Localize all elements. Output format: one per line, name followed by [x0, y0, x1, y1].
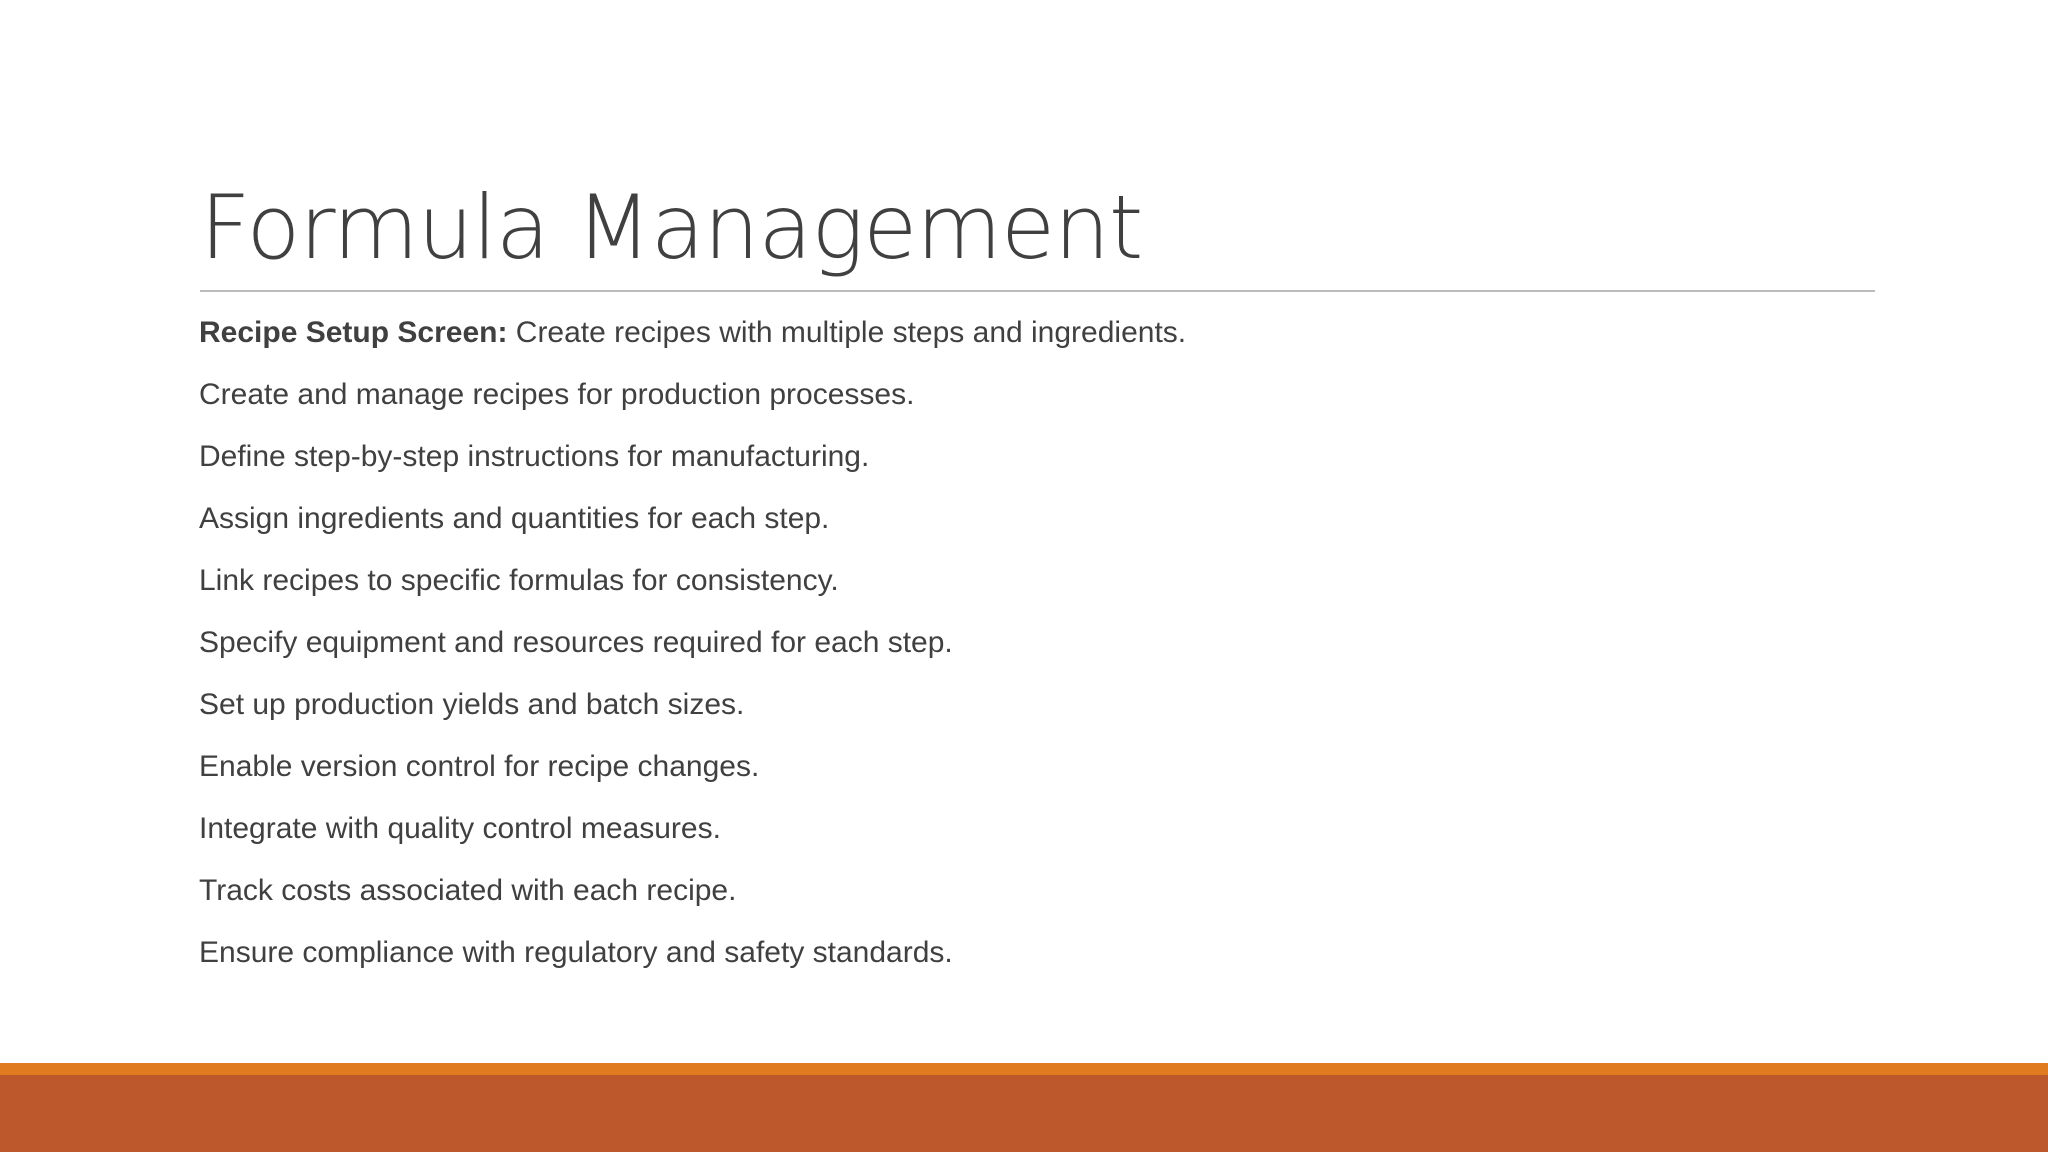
list-item-text: Enable version control for recipe changes.: [199, 750, 760, 783]
list-item: [199, 376, 1186, 414]
list-item: [199, 624, 1186, 662]
list-item: [199, 934, 1186, 972]
footer-bar: [0, 1075, 2048, 1152]
list-item-text: Create and manage recipes for production processes.: [199, 378, 915, 411]
list-item: [199, 438, 1186, 476]
list-item-text: Assign ingredients and quantities for each step.: [199, 502, 830, 535]
list-item: [199, 872, 1186, 910]
list-item-text: Track costs associated with each recipe.: [199, 874, 737, 907]
list-item: [199, 748, 1186, 786]
list-item: [199, 686, 1186, 724]
list-item-text: Create recipes with multiple steps and ingredients.: [507, 316, 1187, 349]
list-item: [199, 810, 1186, 848]
list-item-text: Ensure compliance with regulatory and safety standards.: [199, 936, 953, 969]
slide-title: Formula Management: [200, 176, 1143, 279]
list-item: [199, 314, 1186, 352]
list-item-text: Link recipes to specific formulas for consistency.: [199, 564, 839, 597]
footer-accent-stripe: [0, 1063, 2048, 1075]
list-item: [199, 500, 1186, 538]
bullet-list: [199, 314, 1186, 996]
list-item-text: Set up production yields and batch sizes.: [199, 688, 745, 721]
list-item: [199, 562, 1186, 600]
title-divider: [200, 290, 1875, 292]
list-item-text: Define step-by-step instructions for manufacturing.: [199, 440, 870, 473]
list-item-lead: Recipe Setup Screen:: [199, 316, 508, 349]
list-item-text: Specify equipment and resources required for each step.: [199, 626, 953, 659]
list-item-text: Integrate with quality control measures.: [199, 812, 721, 845]
